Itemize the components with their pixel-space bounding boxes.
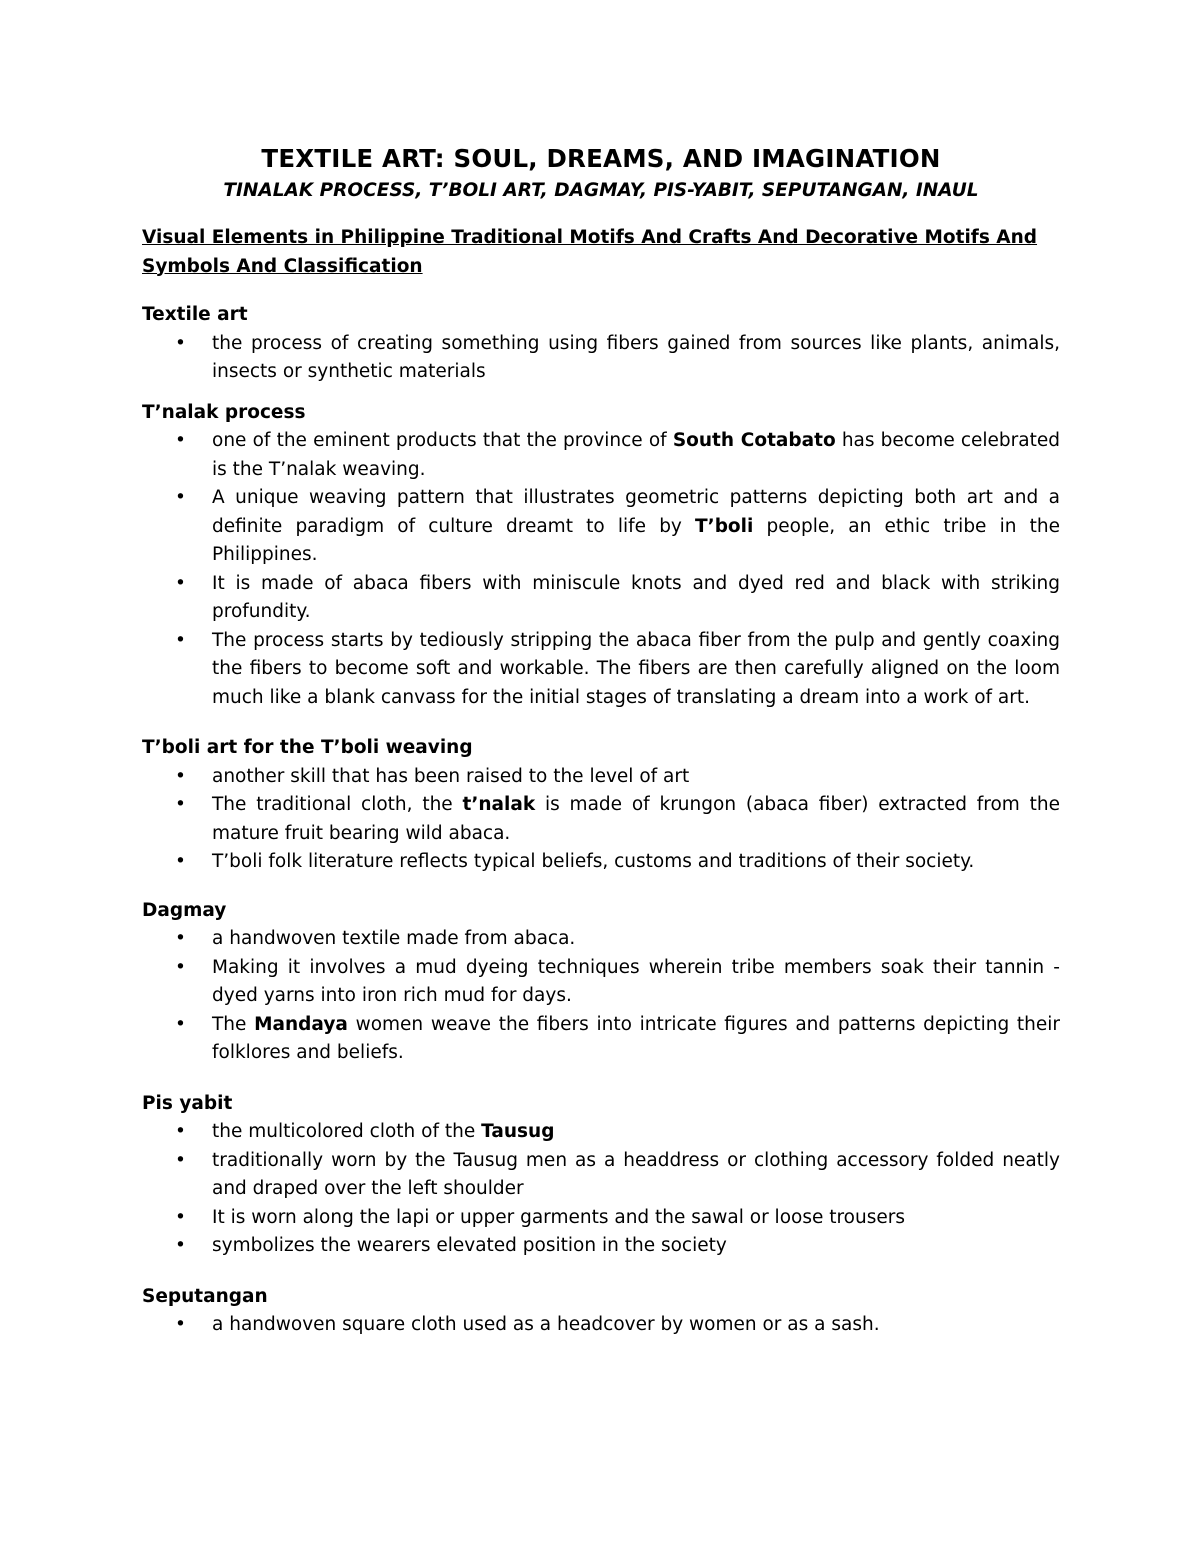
bullet-dot-icon: • [175, 1206, 186, 1228]
section-heading: Visual Elements in Philippine Traditional Motifs And Crafts And Decorative Motifs And Symbols And Classification [142, 227, 1038, 277]
section-title: Pis yabit [142, 1092, 233, 1114]
bullet-item [142, 925, 1060, 954]
section-4 [142, 1090, 1060, 1261]
bullet-text: has become celebrated is the T’nalak weaving. [212, 430, 1060, 480]
bullet-text: traditionally worn by the Tausug men as a headdress or clothing accessory folded neatly and draped over the left shoulder [212, 1149, 1060, 1199]
bullet-item [142, 791, 1060, 848]
bullet-dot-icon: • [175, 794, 186, 815]
bullet-item [142, 1011, 1060, 1068]
bullet-text: The process starts by tediously stripping the abaca fiber from the pulp and gently coaxing the fibers to become soft and workable. The fibers are then carefully aligned on the loom much like a blank canvass for the initial stages of translating a dream into a work of art. [212, 629, 1060, 708]
bullet-dot-icon: • [175, 430, 186, 451]
bold-term: T’boli [695, 515, 754, 537]
bullet-dot-icon: • [175, 1013, 186, 1035]
bullet-item [142, 484, 1060, 570]
document-page [142, 142, 1060, 1340]
bullet-item [142, 427, 1060, 484]
bullet-text: It is worn along the lapi or upper garments and the sawal or loose trousers [212, 1206, 905, 1228]
section-title: Dagmay [142, 899, 227, 921]
bullet-text: the process of creating something using fibers gained from sources like plants, animals, insects or synthetic materials [212, 332, 1060, 382]
bullet-text: one of the eminent products that the province of [212, 430, 673, 451]
bullet-list [142, 330, 1060, 387]
bold-term: South Cotabato [672, 430, 836, 451]
sections-container [142, 301, 1060, 1340]
bullet-dot-icon: • [175, 629, 186, 651]
bullet-item [142, 1147, 1060, 1204]
bold-term: Tausug [481, 1121, 555, 1142]
bullet-list [142, 763, 1060, 877]
bullet-item [142, 1118, 1060, 1147]
section-3 [142, 897, 1060, 1068]
bullet-item [142, 1204, 1060, 1233]
bullet-text: another skill that has been raised to the level of art [212, 765, 690, 787]
section-title: Seputangan [142, 1285, 268, 1307]
bullet-item [142, 954, 1060, 1011]
bullet-text: symbolizes the wearers elevated position in the society [212, 1235, 727, 1256]
bullet-list [142, 1311, 1060, 1340]
bullet-dot-icon: • [175, 572, 186, 594]
bullet-dot-icon: • [175, 928, 186, 949]
bullet-dot-icon: • [175, 1314, 186, 1335]
section-2 [142, 734, 1060, 877]
section-title: Textile art [142, 304, 248, 325]
bullet-text: a handwoven textile made from abaca. [212, 928, 576, 949]
section-0 [142, 301, 1060, 387]
bullet-text: Making it involves a mud dyeing techniques wherein tribe members soak their tannin -dyed yarns into iron rich mud for days. [212, 956, 1060, 1006]
bullet-item [142, 570, 1060, 627]
bullet-item [142, 627, 1060, 713]
bullet-text: It is made of abaca fibers with miniscule knots and dyed red and black with striking profundity. [212, 572, 1060, 622]
section-title: T’nalak process [142, 401, 306, 423]
bullet-list [142, 1118, 1060, 1261]
bullet-text: a handwoven square cloth used as a headcover by women or as a sash. [212, 1314, 880, 1335]
bullet-text: the multicolored cloth of the [212, 1121, 482, 1142]
bold-term: Mandaya [254, 1013, 348, 1035]
bullet-item [142, 848, 1060, 877]
bullet-dot-icon: • [175, 1235, 186, 1256]
bullet-item [142, 1232, 1060, 1261]
document-subtitle: TINALAK PROCESS, T’BOLI ART, DAGMAY, PIS-YABIT, SEPUTANGAN, INAUL [223, 180, 979, 201]
bullet-dot-icon: • [175, 1121, 186, 1142]
bullet-item [142, 330, 1060, 387]
bullet-text: A unique weaving pattern that illustrates geometric patterns depicting both art and a definite paradigm of culture dreamt to life by [212, 487, 1060, 537]
bullet-list [142, 925, 1060, 1068]
bullet-dot-icon: • [175, 332, 186, 354]
section-5 [142, 1283, 1060, 1340]
bullet-dot-icon: • [175, 765, 186, 787]
bullet-item [142, 763, 1060, 792]
document-title: TEXTILE ART: SOUL, DREAMS, AND IMAGINATION [261, 144, 941, 173]
bullet-text: is made of krungon (abaca fiber) extracted from the mature fruit bearing wild abaca. [212, 794, 1061, 844]
bullet-text: T’boli folk literature reflects typical beliefs, customs and traditions of their society. [212, 851, 975, 872]
bold-term: t’nalak [462, 794, 536, 815]
bullet-text: people, an ethic tribe in the Philippines. [212, 515, 1060, 565]
bullet-text: women weave the fibers into intricate figures and patterns depicting their folklores and beliefs. [212, 1013, 1060, 1063]
bullet-text: The traditional cloth, the [212, 794, 463, 815]
bullet-item [142, 1311, 1060, 1340]
bullet-text: The [212, 1013, 255, 1035]
bullet-dot-icon: • [175, 851, 186, 872]
bullet-dot-icon: • [175, 1149, 186, 1171]
bullet-dot-icon: • [175, 487, 186, 508]
section-title: T’boli art for the T’boli weaving [142, 737, 473, 758]
bullet-dot-icon: • [175, 956, 186, 978]
bullet-list [142, 427, 1060, 712]
section-1 [142, 399, 1060, 713]
